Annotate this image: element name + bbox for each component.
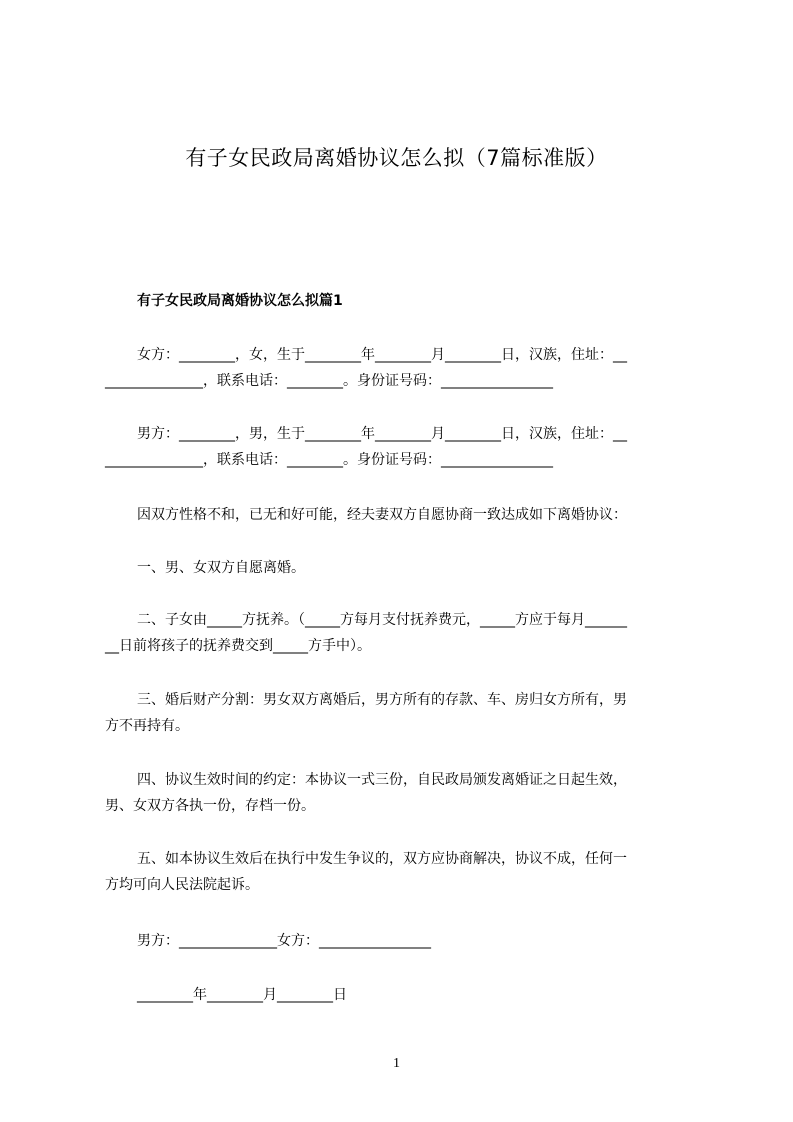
paragraph-line: 因双方性格不和，已无和好可能，经夫妻双方自愿协商一致达成如下离婚协议： [137,507,627,523]
paragraph-line: 一、男、女双方自愿离婚。 [137,560,305,576]
document-title: 有子女民政局离婚协议怎么拟（7篇标准版） [185,146,608,170]
page-number: 1 [393,1056,400,1071]
paragraph-line: ________年________月________日 [137,987,347,1003]
paragraph-line: 五、如本协议生效后在执行中发生争议的，双方应协商解决，协议不成，任何一 [137,851,627,867]
paragraph-line: ______________，联系电话：________。身份证号码：________________ [105,452,553,468]
paragraph-clause-3 [105,687,705,739]
paragraph-line: ______________，联系电话：________。身份证号码：________________ [105,373,553,389]
signature-line [105,928,705,954]
paragraph-line: 方均可向人民法院起诉。 [105,877,259,893]
paragraph-line: 三、婚后财产分割：男女双方离婚后，男方所有的存款、车、房归女方所有，男 [137,692,627,708]
paragraph-clause-4 [105,767,705,819]
paragraph-line: 四、协议生效时间的约定：本协议一式三份，自民政局颁发离婚证之日起生效， [137,772,627,788]
paragraph-clause-2 [105,607,705,659]
date-line [105,982,705,1008]
section-heading: 有子女民政局离婚协议怎么拟篇1 [137,293,343,309]
paragraph-clause-1 [105,555,705,581]
paragraph-line: 方不再持有。 [105,718,189,734]
paragraph-line: 男、女双方各执一份，存档一份。 [105,798,315,814]
paragraph-line: 男方：________，男，生于________年________月________日，汉族，住址：__ [137,426,627,442]
paragraph-line: 男方：______________女方：________________ [137,933,431,949]
paragraph-line: __日前将孩子的抚养费交到_____方手中）。 [105,638,371,654]
paragraph-agreement-intro [105,502,705,528]
paragraph-line: 女方：________，女，生于________年________月________日，汉族，住址：__ [137,347,627,363]
paragraph-line: 二、子女由_____方抚养。（_____方每月支付抚养费元，_____方应于每月______ [137,612,627,628]
paragraph-clause-5 [105,846,705,898]
paragraph-male-party [105,421,705,473]
paragraph-female-party [105,342,705,394]
